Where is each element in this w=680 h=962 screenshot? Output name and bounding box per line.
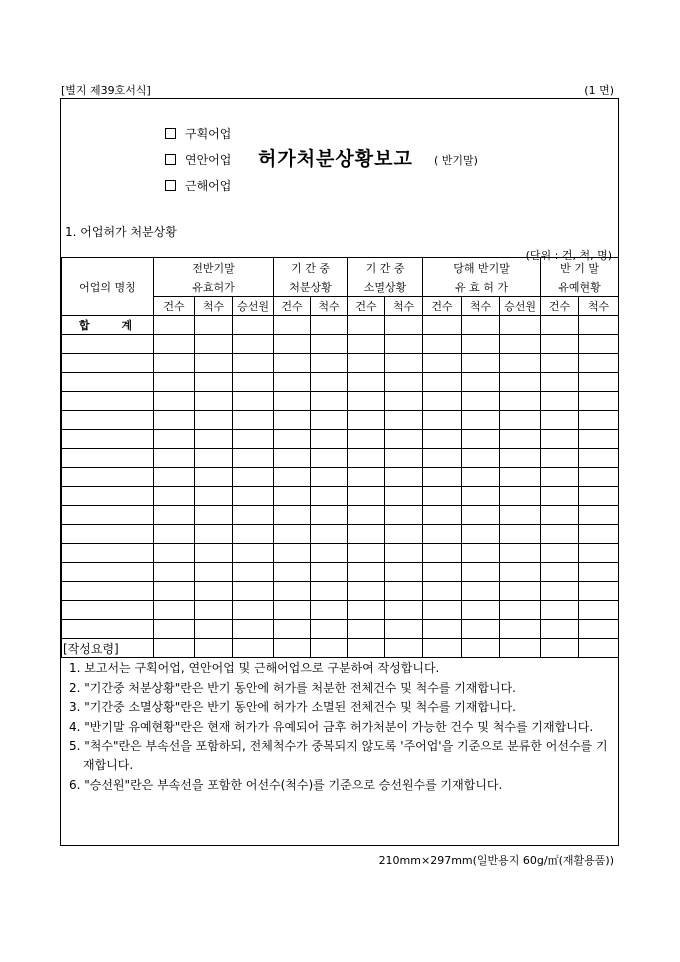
input-cell[interactable]: [423, 392, 462, 411]
input-cell[interactable]: [274, 354, 311, 373]
checkbox-icon[interactable]: [165, 128, 176, 139]
input-cell[interactable]: [579, 411, 619, 430]
input-cell[interactable]: [274, 544, 311, 563]
input-cell[interactable]: [154, 316, 195, 335]
input-cell[interactable]: [541, 563, 579, 582]
input-cell[interactable]: [311, 354, 348, 373]
fishery-name-cell[interactable]: [62, 449, 154, 468]
input-cell[interactable]: [195, 392, 233, 411]
input-cell[interactable]: [579, 316, 619, 335]
table-row: [62, 544, 619, 563]
input-cell[interactable]: [462, 316, 500, 335]
input-cell[interactable]: [385, 468, 423, 487]
input-cell[interactable]: [154, 525, 195, 544]
subheader-cell: 건수: [154, 297, 195, 316]
input-cell[interactable]: [311, 392, 348, 411]
input-cell[interactable]: [462, 449, 500, 468]
input-cell[interactable]: [348, 544, 385, 563]
input-cell[interactable]: [579, 354, 619, 373]
input-cell[interactable]: [423, 468, 462, 487]
input-cell[interactable]: [233, 449, 274, 468]
input-cell[interactable]: [154, 563, 195, 582]
instruction-item: 6. "승선원"란은 부속선을 포함한 어선수(척수)를 기준으로 승선원수를 기재합니다.: [69, 777, 503, 792]
checkbox-icon[interactable]: [165, 154, 176, 165]
input-cell[interactable]: [154, 506, 195, 525]
table-row: [62, 620, 619, 639]
input-cell[interactable]: [579, 373, 619, 392]
table-row: [62, 373, 619, 392]
group-prev-valid: 전반기말: [154, 258, 274, 278]
input-cell[interactable]: [195, 563, 233, 582]
input-cell[interactable]: [274, 563, 311, 582]
report-title: 허가처분상황보고: [258, 148, 413, 170]
input-cell[interactable]: [311, 601, 348, 620]
table-row: [62, 525, 619, 544]
input-cell[interactable]: [311, 544, 348, 563]
input-cell[interactable]: [462, 354, 500, 373]
input-cell[interactable]: [500, 544, 541, 563]
fishery-name-cell[interactable]: [62, 354, 154, 373]
input-cell[interactable]: [154, 601, 195, 620]
subheader-cell: 건수: [348, 297, 385, 316]
input-cell[interactable]: [385, 430, 423, 449]
input-cell[interactable]: [462, 582, 500, 601]
input-cell[interactable]: [311, 373, 348, 392]
input-cell[interactable]: [579, 525, 619, 544]
input-cell[interactable]: [462, 563, 500, 582]
input-cell[interactable]: [541, 335, 579, 354]
subheader-row: [62, 297, 619, 316]
input-cell[interactable]: [311, 525, 348, 544]
table-row: [62, 582, 619, 601]
input-cell[interactable]: [195, 582, 233, 601]
table-row: [62, 506, 619, 525]
input-cell[interactable]: [385, 392, 423, 411]
input-cell[interactable]: [500, 449, 541, 468]
input-cell[interactable]: [311, 449, 348, 468]
input-cell[interactable]: [385, 582, 423, 601]
instruction-item: 3. "기간중 소멸상황"란은 반기 동안에 허가가 소멸된 전체건수 및 척수를 기재합니다.: [69, 700, 516, 715]
input-cell[interactable]: [500, 354, 541, 373]
input-cell[interactable]: [541, 525, 579, 544]
input-cell[interactable]: [579, 582, 619, 601]
input-cell[interactable]: [233, 525, 274, 544]
input-cell[interactable]: [541, 601, 579, 620]
fishery-name-cell[interactable]: [62, 392, 154, 411]
input-cell[interactable]: [154, 373, 195, 392]
input-cell[interactable]: [462, 335, 500, 354]
input-cell[interactable]: [385, 563, 423, 582]
input-cell[interactable]: [311, 430, 348, 449]
input-cell[interactable]: [579, 487, 619, 506]
input-cell[interactable]: [462, 544, 500, 563]
input-cell[interactable]: [274, 506, 311, 525]
input-cell[interactable]: [154, 449, 195, 468]
input-cell[interactable]: [348, 430, 385, 449]
input-cell[interactable]: [385, 411, 423, 430]
subheader-cell: 승선원: [500, 297, 541, 316]
input-cell[interactable]: [274, 468, 311, 487]
input-cell[interactable]: [500, 392, 541, 411]
input-cell[interactable]: [500, 411, 541, 430]
fishery-name-cell[interactable]: [62, 601, 154, 620]
input-cell[interactable]: [500, 563, 541, 582]
input-cell[interactable]: [579, 620, 619, 639]
input-cell[interactable]: [541, 316, 579, 335]
period-label: ( 반기말): [434, 154, 478, 167]
input-cell[interactable]: [154, 430, 195, 449]
input-cell[interactable]: [462, 468, 500, 487]
input-cell[interactable]: [233, 316, 274, 335]
input-cell[interactable]: [462, 601, 500, 620]
input-cell[interactable]: [311, 506, 348, 525]
checkbox-icon[interactable]: [165, 180, 176, 191]
input-cell[interactable]: [579, 601, 619, 620]
input-cell[interactable]: [195, 449, 233, 468]
input-cell[interactable]: [233, 373, 274, 392]
input-cell[interactable]: [348, 335, 385, 354]
input-cell[interactable]: [348, 392, 385, 411]
input-cell[interactable]: [385, 506, 423, 525]
input-cell[interactable]: [233, 620, 274, 639]
table-row: [62, 430, 619, 449]
input-cell[interactable]: [195, 373, 233, 392]
input-cell[interactable]: [423, 430, 462, 449]
input-cell[interactable]: [311, 411, 348, 430]
input-cell[interactable]: [154, 468, 195, 487]
input-cell[interactable]: [579, 468, 619, 487]
option-guhoek[interactable]: [165, 125, 231, 142]
table-row: [62, 335, 619, 354]
input-cell[interactable]: [154, 544, 195, 563]
fishery-name-cell[interactable]: [62, 563, 154, 582]
input-cell[interactable]: [348, 620, 385, 639]
input-cell[interactable]: [500, 506, 541, 525]
input-cell[interactable]: [274, 449, 311, 468]
input-cell[interactable]: [579, 392, 619, 411]
fishery-name-cell[interactable]: [62, 335, 154, 354]
input-cell[interactable]: [500, 316, 541, 335]
subheader-cell: 척수: [385, 297, 423, 316]
input-cell[interactable]: [274, 620, 311, 639]
input-cell[interactable]: [311, 335, 348, 354]
fishery-name-cell[interactable]: [62, 373, 154, 392]
input-cell[interactable]: [423, 373, 462, 392]
input-cell[interactable]: [311, 582, 348, 601]
input-cell[interactable]: [311, 316, 348, 335]
input-cell[interactable]: [195, 544, 233, 563]
subheader-cell: 건수: [423, 297, 462, 316]
input-cell[interactable]: [154, 411, 195, 430]
group-disposal-sub: 처분상황: [274, 277, 348, 297]
total-row: [62, 316, 619, 335]
group-extinct-sub: 소멸상황: [348, 277, 423, 297]
input-cell[interactable]: [195, 487, 233, 506]
instructions-heading: [작성요령]: [63, 642, 119, 656]
input-cell[interactable]: [195, 506, 233, 525]
input-cell[interactable]: [195, 620, 233, 639]
input-cell[interactable]: [541, 354, 579, 373]
fishery-name-cell[interactable]: [62, 487, 154, 506]
input-cell[interactable]: [348, 487, 385, 506]
option-yeonan[interactable]: [165, 151, 231, 168]
input-cell[interactable]: [195, 335, 233, 354]
input-cell[interactable]: [195, 468, 233, 487]
fishery-name-cell[interactable]: [62, 506, 154, 525]
input-cell[interactable]: [385, 487, 423, 506]
input-cell[interactable]: [311, 487, 348, 506]
input-cell[interactable]: [423, 449, 462, 468]
page-number: (1 면): [584, 84, 614, 97]
input-cell[interactable]: [348, 582, 385, 601]
input-cell[interactable]: [154, 335, 195, 354]
input-cell[interactable]: [348, 373, 385, 392]
input-cell[interactable]: [274, 487, 311, 506]
input-cell[interactable]: [579, 449, 619, 468]
input-cell[interactable]: [385, 544, 423, 563]
input-cell[interactable]: [233, 582, 274, 601]
input-cell[interactable]: [541, 411, 579, 430]
input-cell[interactable]: [233, 544, 274, 563]
input-cell[interactable]: [195, 354, 233, 373]
input-cell[interactable]: [274, 373, 311, 392]
input-cell[interactable]: [541, 449, 579, 468]
input-cell[interactable]: [462, 430, 500, 449]
input-cell[interactable]: [274, 316, 311, 335]
option-label: 연안어업: [185, 153, 232, 167]
input-cell[interactable]: [274, 582, 311, 601]
total-label: 합 계: [62, 316, 154, 335]
fishery-name-cell[interactable]: [62, 544, 154, 563]
input-cell[interactable]: [423, 335, 462, 354]
input-cell[interactable]: [500, 601, 541, 620]
input-cell[interactable]: [385, 525, 423, 544]
input-cell[interactable]: [385, 601, 423, 620]
input-cell[interactable]: [423, 544, 462, 563]
input-cell[interactable]: [462, 373, 500, 392]
input-cell[interactable]: [541, 373, 579, 392]
input-cell[interactable]: [462, 506, 500, 525]
input-cell[interactable]: [579, 430, 619, 449]
fishery-name-cell[interactable]: [62, 468, 154, 487]
table-row: [62, 601, 619, 620]
input-cell[interactable]: [541, 468, 579, 487]
fishery-name-cell[interactable]: [62, 411, 154, 430]
input-cell[interactable]: [541, 392, 579, 411]
group-deferred: 반 기 말: [541, 258, 619, 278]
input-cell[interactable]: [195, 411, 233, 430]
input-cell[interactable]: [579, 506, 619, 525]
input-cell[interactable]: [462, 525, 500, 544]
table-row: [62, 487, 619, 506]
input-cell[interactable]: [423, 354, 462, 373]
input-cell[interactable]: [541, 620, 579, 639]
input-cell[interactable]: [500, 430, 541, 449]
table-row: [62, 392, 619, 411]
option-geunhae[interactable]: [165, 177, 231, 194]
col-fishery-name: 어업의 명칭: [62, 277, 154, 297]
subheader-cell: 승선원: [233, 297, 274, 316]
input-cell[interactable]: [195, 525, 233, 544]
input-cell[interactable]: [423, 620, 462, 639]
input-cell[interactable]: [195, 430, 233, 449]
input-cell[interactable]: [500, 373, 541, 392]
input-cell[interactable]: [579, 335, 619, 354]
table-row: [62, 449, 619, 468]
input-cell[interactable]: [274, 335, 311, 354]
form-number: [별지 제39호서식]: [61, 84, 151, 97]
paper-spec: 210mm×297mm(일반용지 60g/㎡(재활용품)): [378, 854, 614, 867]
input-cell[interactable]: [423, 411, 462, 430]
input-cell[interactable]: [348, 506, 385, 525]
input-cell[interactable]: [541, 582, 579, 601]
input-cell[interactable]: [462, 411, 500, 430]
input-cell[interactable]: [233, 468, 274, 487]
group-deferred-sub: 유예현황: [541, 277, 619, 297]
fishery-name-cell[interactable]: [62, 525, 154, 544]
input-cell[interactable]: [233, 506, 274, 525]
input-cell[interactable]: [579, 544, 619, 563]
input-cell[interactable]: [154, 392, 195, 411]
input-cell[interactable]: [423, 582, 462, 601]
input-cell[interactable]: [500, 582, 541, 601]
input-cell[interactable]: [385, 373, 423, 392]
input-cell[interactable]: [233, 411, 274, 430]
input-cell[interactable]: [423, 487, 462, 506]
input-cell[interactable]: [385, 316, 423, 335]
input-cell[interactable]: [541, 544, 579, 563]
input-cell[interactable]: [462, 392, 500, 411]
input-cell[interactable]: [423, 506, 462, 525]
instruction-item: 1. 보고서는 구획어업, 연안어업 및 근해어업으로 구분하여 작성합니다.: [69, 661, 440, 676]
input-cell[interactable]: [195, 601, 233, 620]
group-prev-valid-sub: 유효허가: [154, 277, 274, 297]
subheader-cell: 척수: [195, 297, 233, 316]
input-cell[interactable]: [274, 601, 311, 620]
input-cell[interactable]: [541, 506, 579, 525]
input-cell[interactable]: [462, 620, 500, 639]
input-cell[interactable]: [423, 316, 462, 335]
table-row: [62, 468, 619, 487]
input-cell[interactable]: [348, 316, 385, 335]
table-row: [62, 411, 619, 430]
unit-label: (단위 : 건, 척, 명): [525, 249, 612, 262]
subheader-cell: 척수: [579, 297, 619, 316]
fishery-name-cell[interactable]: [62, 430, 154, 449]
instruction-item: 2. "기간중 처분상황"란은 반기 동안에 허가를 처분한 전체건수 및 척수를 기재합니다.: [69, 680, 516, 695]
input-cell[interactable]: [154, 582, 195, 601]
subheader-cell: 건수: [274, 297, 311, 316]
fishery-name-cell[interactable]: [62, 582, 154, 601]
input-cell[interactable]: [385, 335, 423, 354]
input-cell[interactable]: [541, 487, 579, 506]
input-cell[interactable]: [274, 392, 311, 411]
fishery-name-cell[interactable]: [62, 620, 154, 639]
input-cell[interactable]: [385, 354, 423, 373]
input-cell[interactable]: [541, 430, 579, 449]
input-cell[interactable]: [274, 411, 311, 430]
input-cell[interactable]: [348, 354, 385, 373]
input-cell[interactable]: [274, 525, 311, 544]
input-cell[interactable]: [500, 487, 541, 506]
input-cell[interactable]: [154, 620, 195, 639]
input-cell[interactable]: [500, 335, 541, 354]
report-form: [60, 98, 619, 846]
input-cell[interactable]: [423, 601, 462, 620]
input-cell[interactable]: [348, 601, 385, 620]
input-cell[interactable]: [195, 316, 233, 335]
input-cell[interactable]: [348, 525, 385, 544]
input-cell[interactable]: [385, 449, 423, 468]
instruction-item: 5. "척수"란은 부속선을 포함하되, 전체척수가 중복되지 않도록 '주어업'을 기준으로 분류한 어선수를 기재합니다.: [69, 739, 608, 773]
input-cell[interactable]: [233, 487, 274, 506]
input-cell[interactable]: [311, 563, 348, 582]
input-cell[interactable]: [348, 449, 385, 468]
subheader-cell: 건수: [541, 297, 579, 316]
option-label: 근해어업: [185, 179, 232, 193]
group-extinct: 기 간 중: [348, 258, 423, 278]
input-cell[interactable]: [233, 430, 274, 449]
input-cell[interactable]: [423, 563, 462, 582]
input-cell[interactable]: [154, 354, 195, 373]
table-row: [62, 563, 619, 582]
input-cell[interactable]: [233, 392, 274, 411]
instruction-item: 4. "반기말 유예현황"란은 현재 허가가 유예되어 금후 허가처분이 가능한 건수 및 척수를 기재합니다.: [69, 719, 594, 734]
input-cell[interactable]: [385, 620, 423, 639]
input-cell[interactable]: [348, 563, 385, 582]
input-cell[interactable]: [274, 430, 311, 449]
input-cell[interactable]: [423, 525, 462, 544]
input-cell[interactable]: [348, 468, 385, 487]
input-cell[interactable]: [233, 601, 274, 620]
group-current-valid: 당해 반기말: [423, 258, 541, 278]
input-cell[interactable]: [348, 411, 385, 430]
input-cell[interactable]: [579, 563, 619, 582]
group-current-valid-sub: 유 효 허 가: [423, 277, 541, 297]
option-label: 구획어업: [185, 127, 232, 141]
input-cell[interactable]: [462, 487, 500, 506]
input-cell[interactable]: [500, 525, 541, 544]
instructions: [63, 640, 616, 795]
table-row: [62, 354, 619, 373]
input-cell[interactable]: [233, 563, 274, 582]
group-disposal: 기 간 중: [274, 258, 348, 278]
input-cell[interactable]: [311, 468, 348, 487]
input-cell[interactable]: [500, 620, 541, 639]
subheader-cell: 척수: [462, 297, 500, 316]
input-cell[interactable]: [233, 335, 274, 354]
input-cell[interactable]: [500, 468, 541, 487]
input-cell[interactable]: [311, 620, 348, 639]
section-heading: 1. 어업허가 처분상황: [65, 225, 177, 239]
input-cell[interactable]: [154, 487, 195, 506]
permit-table: [61, 257, 619, 658]
input-cell[interactable]: [233, 354, 274, 373]
subheader-cell: 척수: [311, 297, 348, 316]
